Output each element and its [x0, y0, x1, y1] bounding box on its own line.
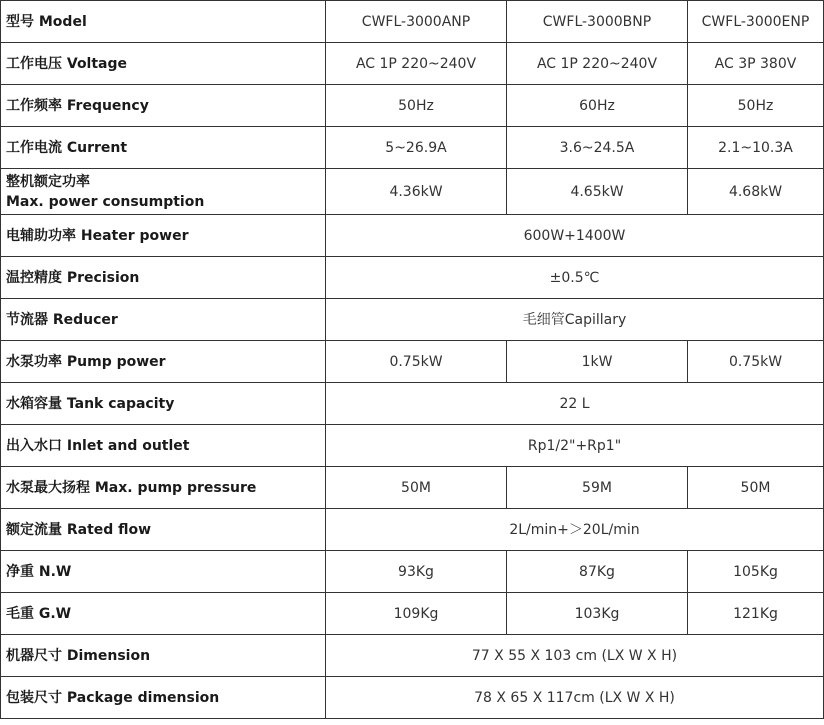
row-inlet-outlet: [1, 425, 824, 467]
label-net-weight: 净重 N.W: [1, 551, 326, 593]
label-max-power-cn: 整机额定功率: [6, 173, 90, 190]
current-enp: 2.1~10.3A: [688, 127, 824, 169]
package-dimension-value: 78 X 65 X 117cm (LX W X H): [326, 677, 824, 719]
pump-power-enp: 0.75kW: [688, 341, 824, 383]
net-weight-anp: 93Kg: [326, 551, 507, 593]
pump-pressure-bnp: 59M: [507, 467, 688, 509]
pump-power-anp: 0.75kW: [326, 341, 507, 383]
gross-weight-bnp: 103Kg: [507, 593, 688, 635]
row-reducer: [1, 299, 824, 341]
net-weight-enp: 105Kg: [688, 551, 824, 593]
inlet-outlet-value: Rp1/2"+Rp1": [326, 425, 824, 467]
label-precision: 温控精度 Precision: [1, 257, 326, 299]
frequency-anp: 50Hz: [326, 85, 507, 127]
row-pump-pressure: [1, 467, 824, 509]
model-anp: CWFL-3000ANP: [326, 1, 507, 43]
heater-power-value: 600W+1400W: [326, 215, 824, 257]
row-voltage: [1, 43, 824, 85]
voltage-enp: AC 3P 380V: [688, 43, 824, 85]
gross-weight-anp: 109Kg: [326, 593, 507, 635]
max-power-anp: 4.36kW: [326, 169, 507, 215]
reducer-value: 毛细管Capillary: [326, 299, 824, 341]
label-pump-power: 水泵功率 Pump power: [1, 341, 326, 383]
row-pump-power: [1, 341, 824, 383]
label-dimension: 机器尺寸 Dimension: [1, 635, 326, 677]
label-max-power-en: Max. power consumption: [6, 193, 205, 210]
row-dimension: [1, 635, 824, 677]
label-pump-pressure: 水泵最大扬程 Max. pump pressure: [1, 467, 326, 509]
label-voltage: 工作电压 Voltage: [1, 43, 326, 85]
pump-pressure-enp: 50M: [688, 467, 824, 509]
label-model: 型号 Model: [1, 1, 326, 43]
pump-pressure-anp: 50M: [326, 467, 507, 509]
frequency-bnp: 60Hz: [507, 85, 688, 127]
row-frequency: [1, 85, 824, 127]
voltage-anp: AC 1P 220~240V: [326, 43, 507, 85]
current-bnp: 3.6~24.5A: [507, 127, 688, 169]
label-reducer: 节流器 Reducer: [1, 299, 326, 341]
row-heater-power: [1, 215, 824, 257]
row-current: [1, 127, 824, 169]
precision-value: ±0.5℃: [326, 257, 824, 299]
row-package-dimension: [1, 677, 824, 719]
current-anp: 5~26.9A: [326, 127, 507, 169]
row-gross-weight: [1, 593, 824, 635]
gross-weight-enp: 121Kg: [688, 593, 824, 635]
row-max-power: [1, 169, 824, 215]
row-rated-flow: [1, 509, 824, 551]
label-gross-weight: 毛重 G.W: [1, 593, 326, 635]
label-package-dimension: 包装尺寸 Package dimension: [1, 677, 326, 719]
voltage-bnp: AC 1P 220~240V: [507, 43, 688, 85]
label-max-power: [1, 169, 326, 215]
label-inlet-outlet: 出入水口 Inlet and outlet: [1, 425, 326, 467]
frequency-enp: 50Hz: [688, 85, 824, 127]
row-tank-capacity: [1, 383, 824, 425]
model-bnp: CWFL-3000BNP: [507, 1, 688, 43]
tank-capacity-value: 22 L: [326, 383, 824, 425]
label-tank-capacity: 水箱容量 Tank capacity: [1, 383, 326, 425]
dimension-value: 77 X 55 X 103 cm (LX W X H): [326, 635, 824, 677]
row-model: [1, 1, 824, 43]
row-net-weight: [1, 551, 824, 593]
label-current: 工作电流 Current: [1, 127, 326, 169]
row-precision: [1, 257, 824, 299]
pump-power-bnp: 1kW: [507, 341, 688, 383]
model-enp: CWFL-3000ENP: [688, 1, 824, 43]
label-rated-flow: 额定流量 Rated flow: [1, 509, 326, 551]
label-heater-power: 电辅助功率 Heater power: [1, 215, 326, 257]
label-frequency: 工作频率 Frequency: [1, 85, 326, 127]
max-power-bnp: 4.65kW: [507, 169, 688, 215]
rated-flow-value: 2L/min+＞20L/min: [326, 509, 824, 551]
net-weight-bnp: 87Kg: [507, 551, 688, 593]
max-power-enp: 4.68kW: [688, 169, 824, 215]
